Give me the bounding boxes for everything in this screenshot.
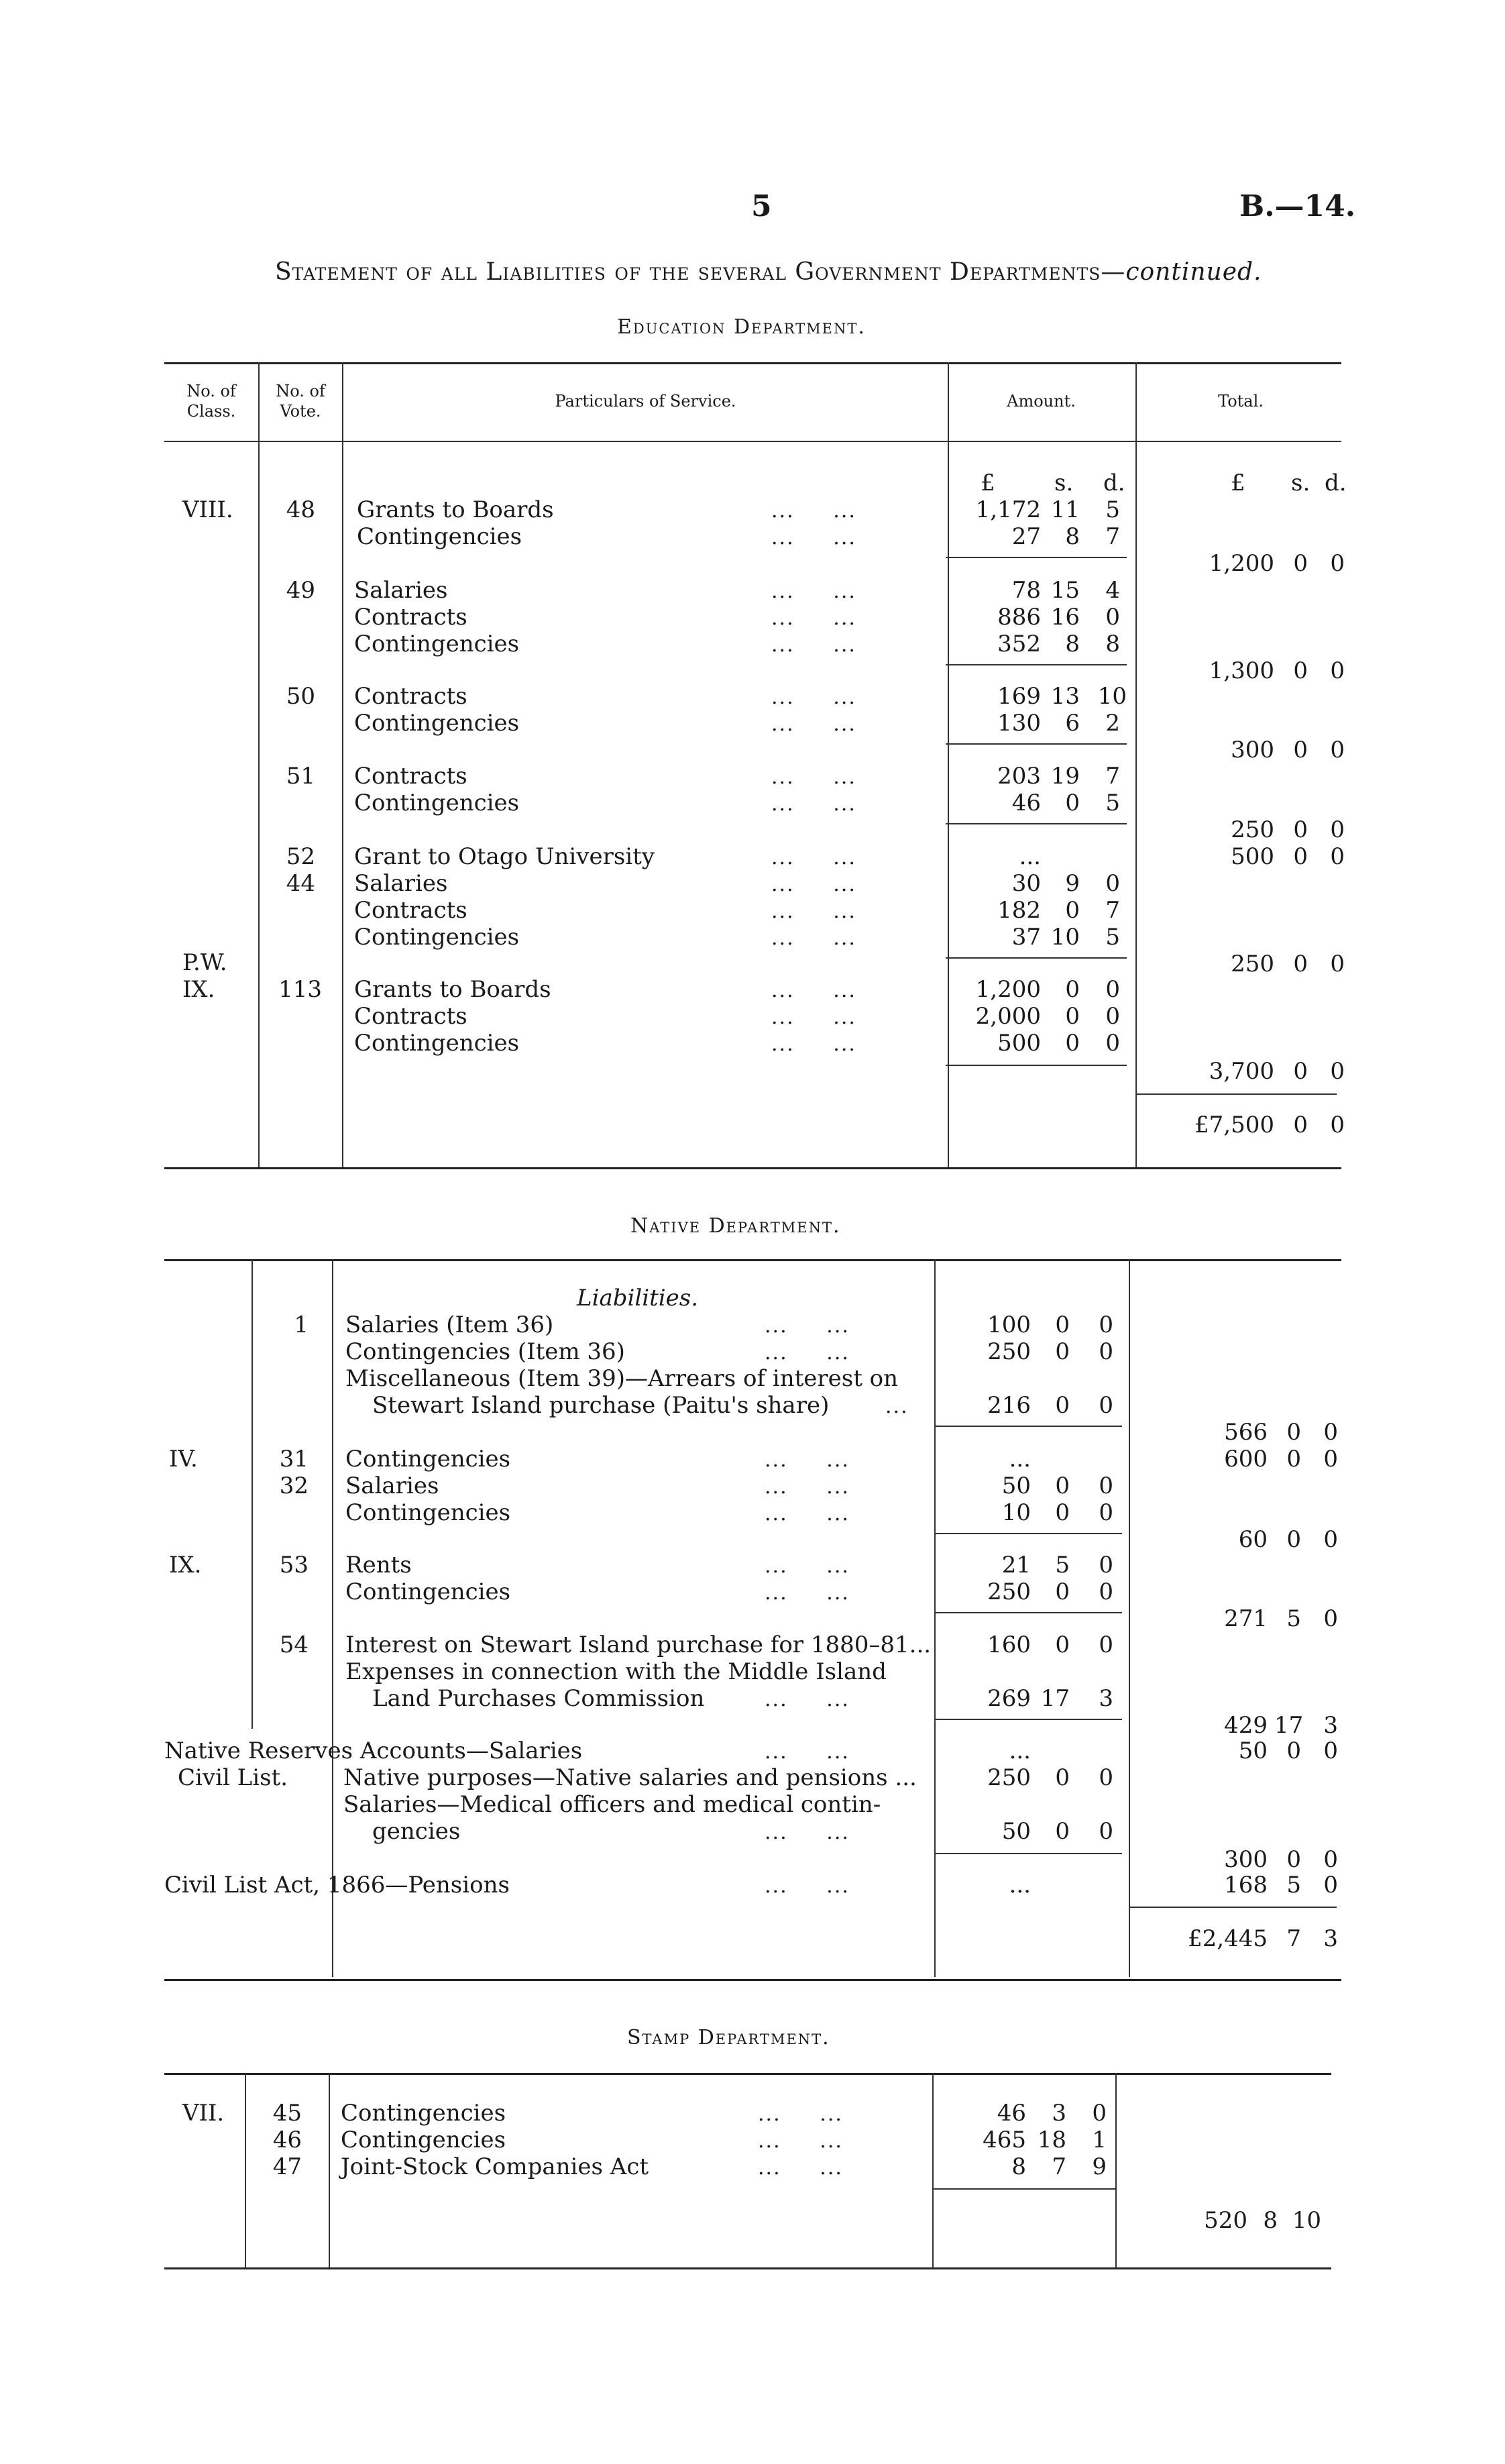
total-pence: 0 (1323, 1446, 1338, 1472)
total-pence: 0 (1330, 951, 1345, 977)
column-divider (948, 362, 949, 1167)
total-pence: 0 (1330, 550, 1345, 577)
amount-shillings: 8 (1065, 523, 1080, 550)
leader-dots: ... ... (765, 1475, 850, 1499)
amount-shillings: 9 (1065, 870, 1080, 897)
particular-item: Salaries—Medical officers and medical contin- (343, 1791, 881, 1818)
table-top-rule (164, 1259, 1341, 1261)
total-shillings: 0 (1293, 737, 1308, 763)
total-shillings: 0 (1286, 1846, 1301, 1873)
leader-dots: ... ... (771, 633, 856, 657)
total-shillings: 5 (1286, 1605, 1301, 1632)
total-pounds: 600 (1224, 1446, 1268, 1472)
particular-item: Grants to Boards (357, 496, 554, 523)
amount-pounds: 182 (997, 897, 1041, 924)
total-shillings: 0 (1286, 1419, 1301, 1446)
subtotal-rule (934, 1612, 1122, 1613)
amount-pence: 8 (1105, 631, 1120, 657)
amount-shillings: 0 (1065, 1030, 1080, 1057)
vote-number: 32 (279, 1472, 309, 1499)
class-label: IX. (182, 976, 215, 1003)
table-bottom-rule (164, 1979, 1341, 1981)
leader-dots: ... ... (771, 873, 856, 896)
particular-item: Native Reserves Accounts—Salaries (164, 1737, 583, 1764)
total-pounds: 429 (1224, 1712, 1268, 1739)
subtotal-rule (946, 743, 1127, 745)
amount-shillings: 0 (1065, 1003, 1080, 1030)
amount-pounds: 50 (1001, 1818, 1031, 1845)
statement-title-main: Statement of all Liabilities of the several Government Departments— (275, 258, 1126, 286)
amount-pounds: ... (1009, 1446, 1031, 1472)
leader-dots: ... ... (771, 686, 856, 709)
leader-dots: ... ... (771, 526, 856, 549)
amount-pounds: 21 (1001, 1552, 1031, 1578)
particular-item: Native purposes—Native salaries and pensions ... (343, 1764, 917, 1791)
vote-number: 1 (294, 1311, 309, 1338)
leader-dots: ... ... (771, 712, 856, 736)
subtotal-rule (934, 1719, 1122, 1720)
vote-number: 31 (279, 1446, 309, 1472)
amount-pence: 0 (1099, 1818, 1113, 1845)
amount-shillings: 8 (1065, 631, 1080, 657)
grand-total-pence: 10 (1292, 2207, 1321, 2234)
table-bottom-rule (164, 2267, 1331, 2269)
total-shillings: 0 (1293, 1058, 1308, 1085)
particular-item: Civil List Act, 1866—Pensions (164, 1872, 510, 1898)
document-reference: B.—14. (1239, 189, 1356, 223)
amount-shillings: 17 (1040, 1685, 1070, 1712)
amount-pounds: ... (1009, 1737, 1031, 1764)
amount-pence: 0 (1105, 870, 1120, 897)
amount-shillings: 0 (1055, 1338, 1070, 1365)
amount-shillings: 0 (1055, 1472, 1070, 1499)
leader-dots: ... ... (771, 846, 856, 869)
total-shillings: 0 (1293, 951, 1308, 977)
leader-dots: ... ... (765, 1581, 850, 1605)
leader-dots: ... ... (765, 1502, 850, 1525)
grand-total-rule (1129, 1907, 1337, 1908)
total-pence: 0 (1330, 843, 1345, 870)
amount-pounds: 27 (1011, 523, 1041, 550)
grand-total-pounds: £7,500 (1194, 1112, 1274, 1138)
amount-pence: 4 (1105, 577, 1120, 604)
grand-total-pence: 0 (1330, 1112, 1345, 1138)
leader-dots: ... ... (758, 2102, 843, 2126)
column-header-particulars: Particulars of Service. (555, 392, 736, 411)
particular-item: Contracts (354, 763, 467, 790)
amount-pounds: 130 (997, 710, 1041, 737)
vote-number: 53 (279, 1552, 309, 1578)
amount-pounds: 250 (987, 1764, 1031, 1791)
leader-dots: ... ... (765, 1821, 850, 1844)
currency-pounds: £ (1231, 470, 1245, 496)
column-divider (1115, 2073, 1117, 2267)
grand-total-shillings: 7 (1286, 1925, 1301, 1952)
column-divider (342, 362, 343, 1167)
leader-dots: ... ... (771, 765, 856, 789)
total-pence: 0 (1323, 1605, 1338, 1632)
particular-item: Salaries (Item 36) (345, 1311, 554, 1338)
amount-shillings: 0 (1065, 976, 1080, 1003)
leader-dots: ... ... (765, 1688, 850, 1711)
particular-item: Contingencies (354, 1030, 520, 1057)
particular-item: Salaries (345, 1472, 439, 1499)
particular-item: Contracts (354, 604, 467, 631)
leader-dots: ... ... (771, 926, 856, 950)
particular-item: Salaries (354, 870, 448, 897)
total-pence: 0 (1323, 1419, 1338, 1446)
particular-item: Contingencies (345, 1578, 511, 1605)
amount-pounds: 465 (983, 2127, 1026, 2153)
amount-shillings: 0 (1055, 1818, 1070, 1845)
vote-number: 46 (272, 2127, 302, 2153)
vote-number: 52 (286, 843, 315, 870)
total-pence: 0 (1330, 737, 1345, 763)
particular-item: Contingencies (Item 36) (345, 1338, 625, 1365)
amount-pence: 7 (1105, 763, 1120, 790)
subtotal-rule (946, 664, 1127, 665)
amount-pounds: 203 (997, 763, 1041, 790)
amount-pence: 5 (1105, 924, 1120, 951)
total-shillings: 0 (1286, 1526, 1301, 1553)
amount-pounds: 37 (1011, 924, 1041, 951)
statement-title (275, 258, 1262, 286)
total-pounds: 50 (1238, 1737, 1268, 1764)
amount-pounds: 1,172 (975, 496, 1041, 523)
amount-pounds: 1,200 (975, 976, 1041, 1003)
amount-shillings: 0 (1055, 1764, 1070, 1791)
vote-number: 54 (279, 1631, 309, 1658)
total-pence: 0 (1323, 1846, 1338, 1873)
total-shillings: 0 (1286, 1446, 1301, 1472)
subtotal-rule (946, 557, 1127, 558)
leader-dots: ... ... (765, 1554, 850, 1578)
amount-shillings: 18 (1037, 2127, 1066, 2153)
particular-item: Contingencies (357, 523, 522, 550)
amount-pence: 7 (1105, 897, 1120, 924)
total-shillings: 5 (1286, 1872, 1301, 1898)
amount-shillings: 10 (1050, 924, 1080, 951)
amount-pounds: 10 (1001, 1499, 1031, 1526)
table-top-rule (164, 362, 1341, 364)
subtotal-rule (932, 2188, 1115, 2190)
total-pounds: 1,200 (1209, 550, 1274, 577)
grand-total-shillings: 8 (1263, 2207, 1278, 2234)
total-pounds: 3,700 (1209, 1058, 1274, 1085)
column-divider (332, 1259, 333, 1977)
amount-pence: 0 (1099, 1338, 1113, 1365)
total-pounds: 500 (1231, 843, 1274, 870)
particular-item: gencies (372, 1818, 461, 1845)
leader-dots: ... ... (765, 1314, 850, 1338)
column-divider (329, 2073, 330, 2267)
leader-dots: ... ... (765, 1448, 850, 1472)
total-pounds: 300 (1224, 1846, 1268, 1873)
amount-pence: 0 (1099, 1392, 1113, 1419)
amount-shillings: 0 (1055, 1311, 1070, 1338)
amount-shillings: 0 (1055, 1631, 1070, 1658)
amount-pence: 1 (1092, 2127, 1107, 2153)
vote-number: 44 (286, 870, 315, 897)
amount-pence: 3 (1099, 1685, 1113, 1712)
leader-dots: ... ... (765, 1740, 850, 1764)
total-pounds: 168 (1224, 1872, 1268, 1898)
amount-shillings: 0 (1055, 1392, 1070, 1419)
total-pence: 0 (1323, 1872, 1338, 1898)
amount-shillings: 6 (1065, 710, 1080, 737)
particular-item: Grant to Otago University (354, 843, 655, 870)
amount-pounds: 352 (997, 631, 1041, 657)
leader-dots: ... ... (771, 792, 856, 816)
liabilities-subheading: Liabilities. (577, 1285, 699, 1311)
column-divider (245, 2073, 246, 2267)
amount-pence: 5 (1105, 496, 1120, 523)
amount-pence: 7 (1105, 523, 1120, 550)
leader-dots: ... ... (771, 979, 856, 1002)
amount-pence: 0 (1099, 1631, 1113, 1658)
currency-shillings: s. (1291, 470, 1311, 496)
total-pounds: 250 (1231, 816, 1274, 843)
leader-dots: ... ... (758, 2156, 843, 2180)
leader-dots: ... ... (771, 1032, 856, 1056)
leader-dots: ... ... (771, 900, 856, 923)
total-shillings: 0 (1293, 816, 1308, 843)
column-divider (258, 362, 260, 1167)
amount-shillings: 0 (1065, 897, 1080, 924)
total-pence: 3 (1323, 1712, 1338, 1739)
leader-dots: ... ... (771, 606, 856, 630)
currency-pounds: £ (981, 470, 995, 496)
subtotal-rule (946, 823, 1127, 824)
subtotal-rule (934, 1853, 1122, 1854)
column-divider (934, 1259, 936, 1977)
vote-number: 48 (286, 496, 315, 523)
amount-pence: 0 (1099, 1552, 1113, 1578)
amount-pounds: 2,000 (975, 1003, 1041, 1030)
particular-item: Grants to Boards (354, 976, 551, 1003)
total-pounds: 250 (1231, 951, 1274, 977)
amount-pounds: 269 (987, 1685, 1031, 1712)
total-pounds: 566 (1224, 1419, 1268, 1446)
amount-shillings: 0 (1055, 1499, 1070, 1526)
particular-item: Contingencies (345, 1446, 511, 1472)
amount-pounds: 250 (987, 1578, 1031, 1605)
column-divider (932, 2073, 934, 2267)
subtotal-rule (946, 1065, 1127, 1066)
particular-item: Stewart Island purchase (Paitu's share) (372, 1392, 830, 1419)
amount-shillings: 13 (1050, 683, 1080, 710)
particular-item: Contingencies (345, 1499, 511, 1526)
grand-total-pence: 3 (1323, 1925, 1338, 1952)
leader-dots: ... ... (771, 580, 856, 603)
amount-pounds: ... (1009, 1872, 1031, 1898)
amount-pence: 5 (1105, 790, 1120, 816)
amount-shillings: 5 (1055, 1552, 1070, 1578)
amount-pounds: 250 (987, 1338, 1031, 1365)
particular-item: Interest on Stewart Island purchase for 1880–81... (345, 1631, 932, 1658)
subtotal-rule (934, 1426, 1122, 1427)
class-label: P.W. (182, 949, 227, 976)
total-pence: 0 (1330, 816, 1345, 843)
particular-item: Contingencies (354, 790, 520, 816)
vote-number: 47 (272, 2153, 302, 2180)
amount-pounds: 169 (997, 683, 1041, 710)
currency-pence: d. (1325, 470, 1347, 496)
total-pence: 0 (1323, 1737, 1338, 1764)
amount-pounds: 160 (987, 1631, 1031, 1658)
total-pence: 0 (1330, 657, 1345, 684)
total-shillings: 0 (1293, 550, 1308, 577)
column-divider (1135, 362, 1137, 1167)
class-label: IV. (169, 1446, 198, 1472)
column-header-class: No. of Class. (186, 382, 236, 421)
amount-shillings: 15 (1050, 577, 1080, 604)
table-top-rule (164, 2073, 1331, 2075)
grand-total-pounds: 520 (1204, 2207, 1247, 2234)
column-header-amount: Amount. (1007, 392, 1076, 411)
amount-shillings: 7 (1052, 2153, 1066, 2180)
amount-pounds: 50 (1001, 1472, 1031, 1499)
amount-pence: 0 (1099, 1311, 1113, 1338)
column-divider (1129, 1259, 1130, 1977)
amount-pence: 0 (1099, 1764, 1113, 1791)
particular-item: Contingencies (354, 710, 520, 737)
amount-shillings: 16 (1050, 604, 1080, 631)
particular-item: Contingencies (354, 924, 520, 951)
particular-item: Joint-Stock Companies Act (341, 2153, 649, 2180)
grand-total-pounds: £2,445 (1188, 1925, 1268, 1952)
particular-item: Contingencies (341, 2100, 506, 2127)
column-header-vote: No. of Vote. (276, 382, 325, 421)
particular-item: Contracts (354, 683, 467, 710)
amount-shillings: 0 (1055, 1578, 1070, 1605)
amount-pounds: 78 (1011, 577, 1041, 604)
total-pence: 0 (1323, 1526, 1338, 1553)
amount-pounds: 216 (987, 1392, 1031, 1419)
currency-shillings: s. (1054, 470, 1074, 496)
amount-pence: 0 (1105, 1003, 1120, 1030)
amount-shillings: 0 (1065, 790, 1080, 816)
currency-pence: d. (1103, 470, 1125, 496)
amount-pounds: ... (1019, 843, 1041, 870)
amount-pounds: 46 (1011, 790, 1041, 816)
leader-dots: ... ... (758, 2129, 843, 2153)
total-pence: 0 (1330, 1058, 1345, 1085)
total-shillings: 17 (1274, 1712, 1304, 1739)
amount-pounds: 8 (1011, 2153, 1026, 2180)
particular-item: Salaries (354, 577, 448, 604)
leader-dots: ... ... (765, 1341, 850, 1364)
vote-number: 51 (286, 763, 315, 790)
grand-total-shillings: 0 (1293, 1112, 1308, 1138)
page-number: 5 (751, 189, 772, 223)
total-shillings: 0 (1293, 843, 1308, 870)
total-pounds: 60 (1238, 1526, 1268, 1553)
class-label: VII. (182, 2100, 225, 2127)
leader-dots: ... ... (771, 1006, 856, 1029)
leader-dots: ... ... (771, 499, 856, 523)
amount-pence: 0 (1105, 976, 1120, 1003)
table-bottom-rule (164, 1167, 1341, 1169)
particular-item: Contingencies (341, 2127, 506, 2153)
vote-number: 50 (286, 683, 315, 710)
amount-pence: 0 (1099, 1499, 1113, 1526)
total-shillings: 0 (1293, 657, 1308, 684)
amount-pence: 10 (1097, 683, 1127, 710)
amount-pounds: 886 (997, 604, 1041, 631)
amount-pence: 0 (1099, 1578, 1113, 1605)
vote-number: 45 (272, 2100, 302, 2127)
total-pounds: 300 (1231, 737, 1274, 763)
amount-shillings: 3 (1052, 2100, 1066, 2127)
particular-item: Expenses in connection with the Middle Island (345, 1658, 887, 1685)
amount-pence: 0 (1099, 1472, 1113, 1499)
native-department-title: Native Department. (630, 1214, 841, 1238)
amount-pounds: 500 (997, 1030, 1041, 1057)
vote-number: 49 (286, 577, 315, 604)
particular-item: Miscellaneous (Item 39)—Arrears of interest on (345, 1365, 899, 1392)
amount-pounds: 30 (1011, 870, 1041, 897)
column-header-total: Total. (1218, 392, 1264, 411)
particular-item: Contracts (354, 897, 467, 924)
particular-item: Civil List. (178, 1764, 288, 1791)
amount-pence: 9 (1092, 2153, 1107, 2180)
subtotal-rule (946, 957, 1127, 959)
total-pounds: 1,300 (1209, 657, 1274, 684)
particular-item: Land Purchases Commission (372, 1685, 705, 1712)
particular-item: Contingencies (354, 631, 520, 657)
header-bottom-rule (164, 441, 1341, 442)
total-shillings: 0 (1286, 1737, 1301, 1764)
stamp-department-title: Stamp Department. (627, 2026, 830, 2049)
amount-pence: 0 (1092, 2100, 1107, 2127)
amount-pounds: 100 (987, 1311, 1031, 1338)
leader-dots: ... ... (765, 1874, 850, 1898)
grand-total-rule (1135, 1093, 1337, 1095)
amount-shillings: 19 (1050, 763, 1080, 790)
subtotal-rule (934, 1533, 1122, 1534)
total-pounds: 271 (1224, 1605, 1268, 1632)
column-divider (252, 1259, 253, 1729)
amount-pence: 2 (1105, 710, 1120, 737)
amount-pence: 0 (1105, 1030, 1120, 1057)
class-label: VIII. (182, 496, 233, 523)
class-label: IX. (169, 1552, 202, 1578)
amount-shillings: 11 (1050, 496, 1080, 523)
amount-pence: 0 (1105, 604, 1120, 631)
amount-pounds: 46 (997, 2100, 1026, 2127)
leader-dots: ... (885, 1395, 909, 1418)
particular-item: Rents (345, 1552, 412, 1578)
education-department-title: Education Department. (617, 315, 866, 339)
vote-number: 113 (278, 976, 322, 1003)
particular-item: Contracts (354, 1003, 467, 1030)
statement-title-continued: continued. (1125, 258, 1262, 286)
